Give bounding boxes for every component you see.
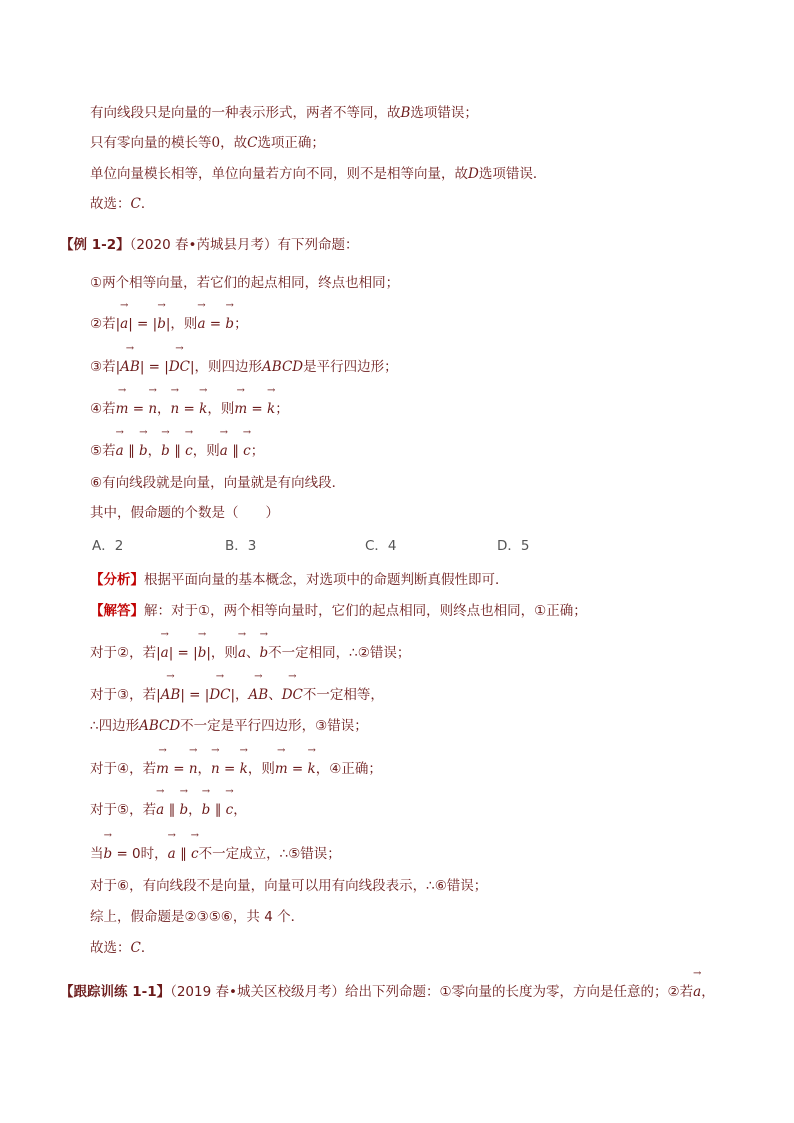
vector-c: → c bbox=[226, 798, 234, 820]
proposition-6: ⑥有向线段就是向量，向量就是有向线段． bbox=[90, 475, 346, 491]
solution-tag: 【解答】 bbox=[90, 603, 144, 619]
vector-a: → a bbox=[120, 312, 128, 334]
practice-header bbox=[60, 980, 715, 1002]
vector-c: → c bbox=[191, 842, 199, 864]
text-fragment: ∥ bbox=[123, 443, 140, 459]
vector-b: → b bbox=[157, 312, 166, 334]
example-tag: 【例 1-2】 bbox=[60, 237, 130, 253]
practice-tag: 【跟踪训练 1-1】 bbox=[60, 984, 171, 1000]
text-fragment: ∥ bbox=[210, 802, 226, 818]
text-fragment: 、 bbox=[268, 687, 282, 703]
text-fragment: ∥ bbox=[169, 443, 186, 459]
text-fragment: ∥ bbox=[175, 846, 192, 862]
vector-k: → k bbox=[267, 397, 275, 419]
vector-m: → m bbox=[275, 757, 288, 779]
text-fragment: ； bbox=[275, 401, 289, 417]
vector-b: → b bbox=[180, 798, 189, 820]
text-fragment: = bbox=[179, 401, 200, 417]
text-fragment: = bbox=[219, 761, 240, 777]
text-fragment: ． bbox=[140, 940, 155, 956]
text-fragment: ， bbox=[157, 401, 171, 417]
vector-b: → b bbox=[198, 641, 207, 663]
text-fragment: （2019 春•城关区校级月考）给出下列命题：①零向量的长度为零，方向是任意的；②若 bbox=[170, 984, 694, 1000]
text-fragment: 0 bbox=[211, 135, 221, 151]
vector-b: → b bbox=[139, 439, 148, 461]
summary: 综上，假命题是②③⑤⑥，共 4 个． bbox=[90, 909, 305, 925]
text-fragment: ， bbox=[233, 802, 247, 818]
vector-k: → k bbox=[199, 397, 207, 419]
vector-b: → b bbox=[104, 842, 113, 864]
text-fragment: ， bbox=[701, 984, 715, 1000]
text-fragment: ； bbox=[234, 316, 248, 332]
vector-b: → b bbox=[161, 439, 170, 461]
vector-n: → n bbox=[148, 397, 157, 419]
text-fragment: 选项正确； bbox=[257, 135, 325, 151]
proposition-2 bbox=[90, 312, 248, 334]
text-fragment: D bbox=[468, 166, 479, 182]
text-fragment: ∥ bbox=[227, 443, 244, 459]
vector-a: → a bbox=[168, 842, 176, 864]
vector-AB: → AB bbox=[161, 683, 181, 705]
solution-4 bbox=[90, 757, 382, 779]
text-fragment: ⑤若 bbox=[90, 443, 116, 459]
text-fragment: = bbox=[247, 401, 268, 417]
vector-DC: → DC bbox=[282, 683, 303, 705]
text-fragment: = bbox=[287, 761, 308, 777]
analysis bbox=[90, 570, 509, 590]
text-fragment: 选项错误． bbox=[478, 166, 547, 182]
vector-a: → a bbox=[116, 439, 124, 461]
text-fragment: 根据平面向量的基本概念，对选项中的命题判断真假性即可． bbox=[144, 572, 509, 588]
text-fragment: 对于③，若| bbox=[90, 687, 161, 703]
vector-a: → a bbox=[693, 980, 701, 1002]
text-fragment: ABCD bbox=[262, 359, 304, 375]
vector-a: → a bbox=[238, 641, 246, 663]
text-fragment: 单位向量模长相等，单位向量若方向不同，则不是相等向量，故 bbox=[90, 166, 468, 182]
text-fragment: |，则四边形 bbox=[189, 359, 263, 375]
text-fragment: 故选： bbox=[90, 196, 131, 212]
vector-AB: → AB bbox=[120, 355, 140, 377]
text-fragment: ，则 bbox=[247, 761, 275, 777]
vector-m: → m bbox=[234, 397, 247, 419]
text-fragment: ，则 bbox=[207, 401, 235, 417]
text-fragment: 当 bbox=[90, 846, 104, 862]
sol-line-d bbox=[90, 164, 546, 184]
text-fragment: ABCD bbox=[139, 718, 181, 734]
vector-m: → m bbox=[116, 397, 129, 419]
solution-3b bbox=[90, 716, 368, 736]
text-fragment: 对于②，若| bbox=[90, 645, 161, 661]
text-fragment: ∥ bbox=[164, 802, 180, 818]
option-a: A．2 bbox=[92, 538, 124, 554]
vector-DC: → DC bbox=[209, 683, 230, 705]
text-fragment: ， bbox=[197, 761, 212, 777]
text-fragment: ， bbox=[188, 802, 202, 818]
text-fragment: = bbox=[205, 316, 226, 332]
text-fragment: | = | bbox=[139, 359, 169, 375]
solution-first bbox=[90, 601, 587, 621]
text-fragment: C bbox=[247, 135, 258, 151]
vector-DC: → DC bbox=[169, 355, 190, 377]
solution-5b bbox=[90, 842, 341, 864]
text-fragment: 不一定是平行四边形，③错误； bbox=[180, 718, 368, 734]
vector-a: → a bbox=[156, 798, 164, 820]
solution-3a bbox=[90, 683, 384, 705]
text-fragment: C bbox=[130, 196, 141, 212]
vector-n: → n bbox=[189, 757, 198, 779]
analysis-tag: 【分析】 bbox=[90, 572, 144, 588]
vector-k: → k bbox=[240, 757, 248, 779]
text-fragment: = 0时， bbox=[112, 846, 168, 862]
text-fragment: ； bbox=[250, 443, 265, 459]
text-fragment: 对于④，若 bbox=[90, 761, 157, 777]
vector-c: → c bbox=[243, 439, 251, 461]
vector-n: → n bbox=[211, 757, 220, 779]
text-fragment: ，④正确； bbox=[315, 761, 382, 777]
option-d: D．5 bbox=[497, 538, 530, 554]
text-fragment: | = | bbox=[168, 645, 198, 661]
text-fragment: | = | bbox=[128, 316, 158, 332]
text-fragment: ，故 bbox=[220, 135, 248, 151]
text-fragment: ∴四边形 bbox=[90, 718, 140, 734]
proposition-5 bbox=[90, 439, 264, 461]
text-fragment: 对于⑤，若 bbox=[90, 802, 157, 818]
vector-n: → n bbox=[171, 397, 180, 419]
vector-AB: → AB bbox=[249, 683, 269, 705]
text-fragment: |， bbox=[230, 687, 249, 703]
option-c: C．4 bbox=[365, 538, 397, 554]
example-source: （2020 春•芮城县月考）有下列命题： bbox=[129, 237, 359, 253]
text-fragment: 不一定成立，∴⑤错误； bbox=[198, 846, 341, 862]
vector-c: → c bbox=[185, 439, 193, 461]
sol-line-b bbox=[90, 103, 478, 123]
text-fragment: 选项错误； bbox=[410, 105, 478, 121]
text-fragment: ． bbox=[140, 196, 155, 212]
text-fragment: = bbox=[168, 761, 189, 777]
sol-line-c bbox=[90, 133, 325, 153]
text-fragment: ②若| bbox=[90, 316, 121, 332]
text-fragment: ， bbox=[147, 443, 162, 459]
text-fragment: 解：对于①，两个相等向量时，它们的起点相同，则终点也相同，①正确； bbox=[144, 603, 587, 619]
text-fragment: ③若| bbox=[90, 359, 121, 375]
text-fragment: C bbox=[130, 940, 141, 956]
solution-2 bbox=[90, 641, 410, 663]
example-answer bbox=[90, 938, 154, 958]
text-fragment: 不一定相等， bbox=[302, 687, 384, 703]
vector-k: → k bbox=[308, 757, 316, 779]
text-fragment: 是平行四边形； bbox=[303, 359, 398, 375]
text-fragment: |，则 bbox=[165, 316, 198, 332]
question-stem: 其中，假命题的个数是（ ） bbox=[90, 505, 279, 521]
vector-b: → b bbox=[202, 798, 211, 820]
option-b: B．3 bbox=[225, 538, 257, 554]
text-fragment: ④若 bbox=[90, 401, 116, 417]
proposition-4 bbox=[90, 397, 289, 419]
text-fragment: 故选： bbox=[90, 940, 131, 956]
text-fragment: ，则 bbox=[192, 443, 220, 459]
vector-b: → b bbox=[260, 641, 269, 663]
vector-a: → a bbox=[220, 439, 228, 461]
text-fragment: 、 bbox=[246, 645, 260, 661]
proposition-3 bbox=[90, 355, 398, 377]
text-fragment: B bbox=[400, 105, 411, 121]
vector-a: → a bbox=[197, 312, 205, 334]
text-fragment: 有向线段只是向量的一种表示形式，两者不等同，故 bbox=[90, 105, 401, 121]
solution-5a bbox=[90, 798, 247, 820]
vector-a: → a bbox=[161, 641, 169, 663]
proposition-1: ①两个相等向量，若它们的起点相同，终点也相同； bbox=[90, 275, 400, 291]
example-header bbox=[60, 235, 358, 255]
text-fragment: = bbox=[128, 401, 149, 417]
text-fragment: 只有零向量的模长等 bbox=[90, 135, 212, 151]
text-fragment: 不一定相同，∴②错误； bbox=[268, 645, 411, 661]
text-fragment: | = | bbox=[180, 687, 210, 703]
solution-6: 对于⑥，有向线段不是向量，向量可以用有向线段表示，∴⑥错误； bbox=[90, 878, 488, 894]
vector-m: → m bbox=[156, 757, 169, 779]
text-fragment: |，则 bbox=[206, 645, 238, 661]
vector-b: → b bbox=[225, 312, 234, 334]
sol-answer bbox=[90, 194, 154, 214]
